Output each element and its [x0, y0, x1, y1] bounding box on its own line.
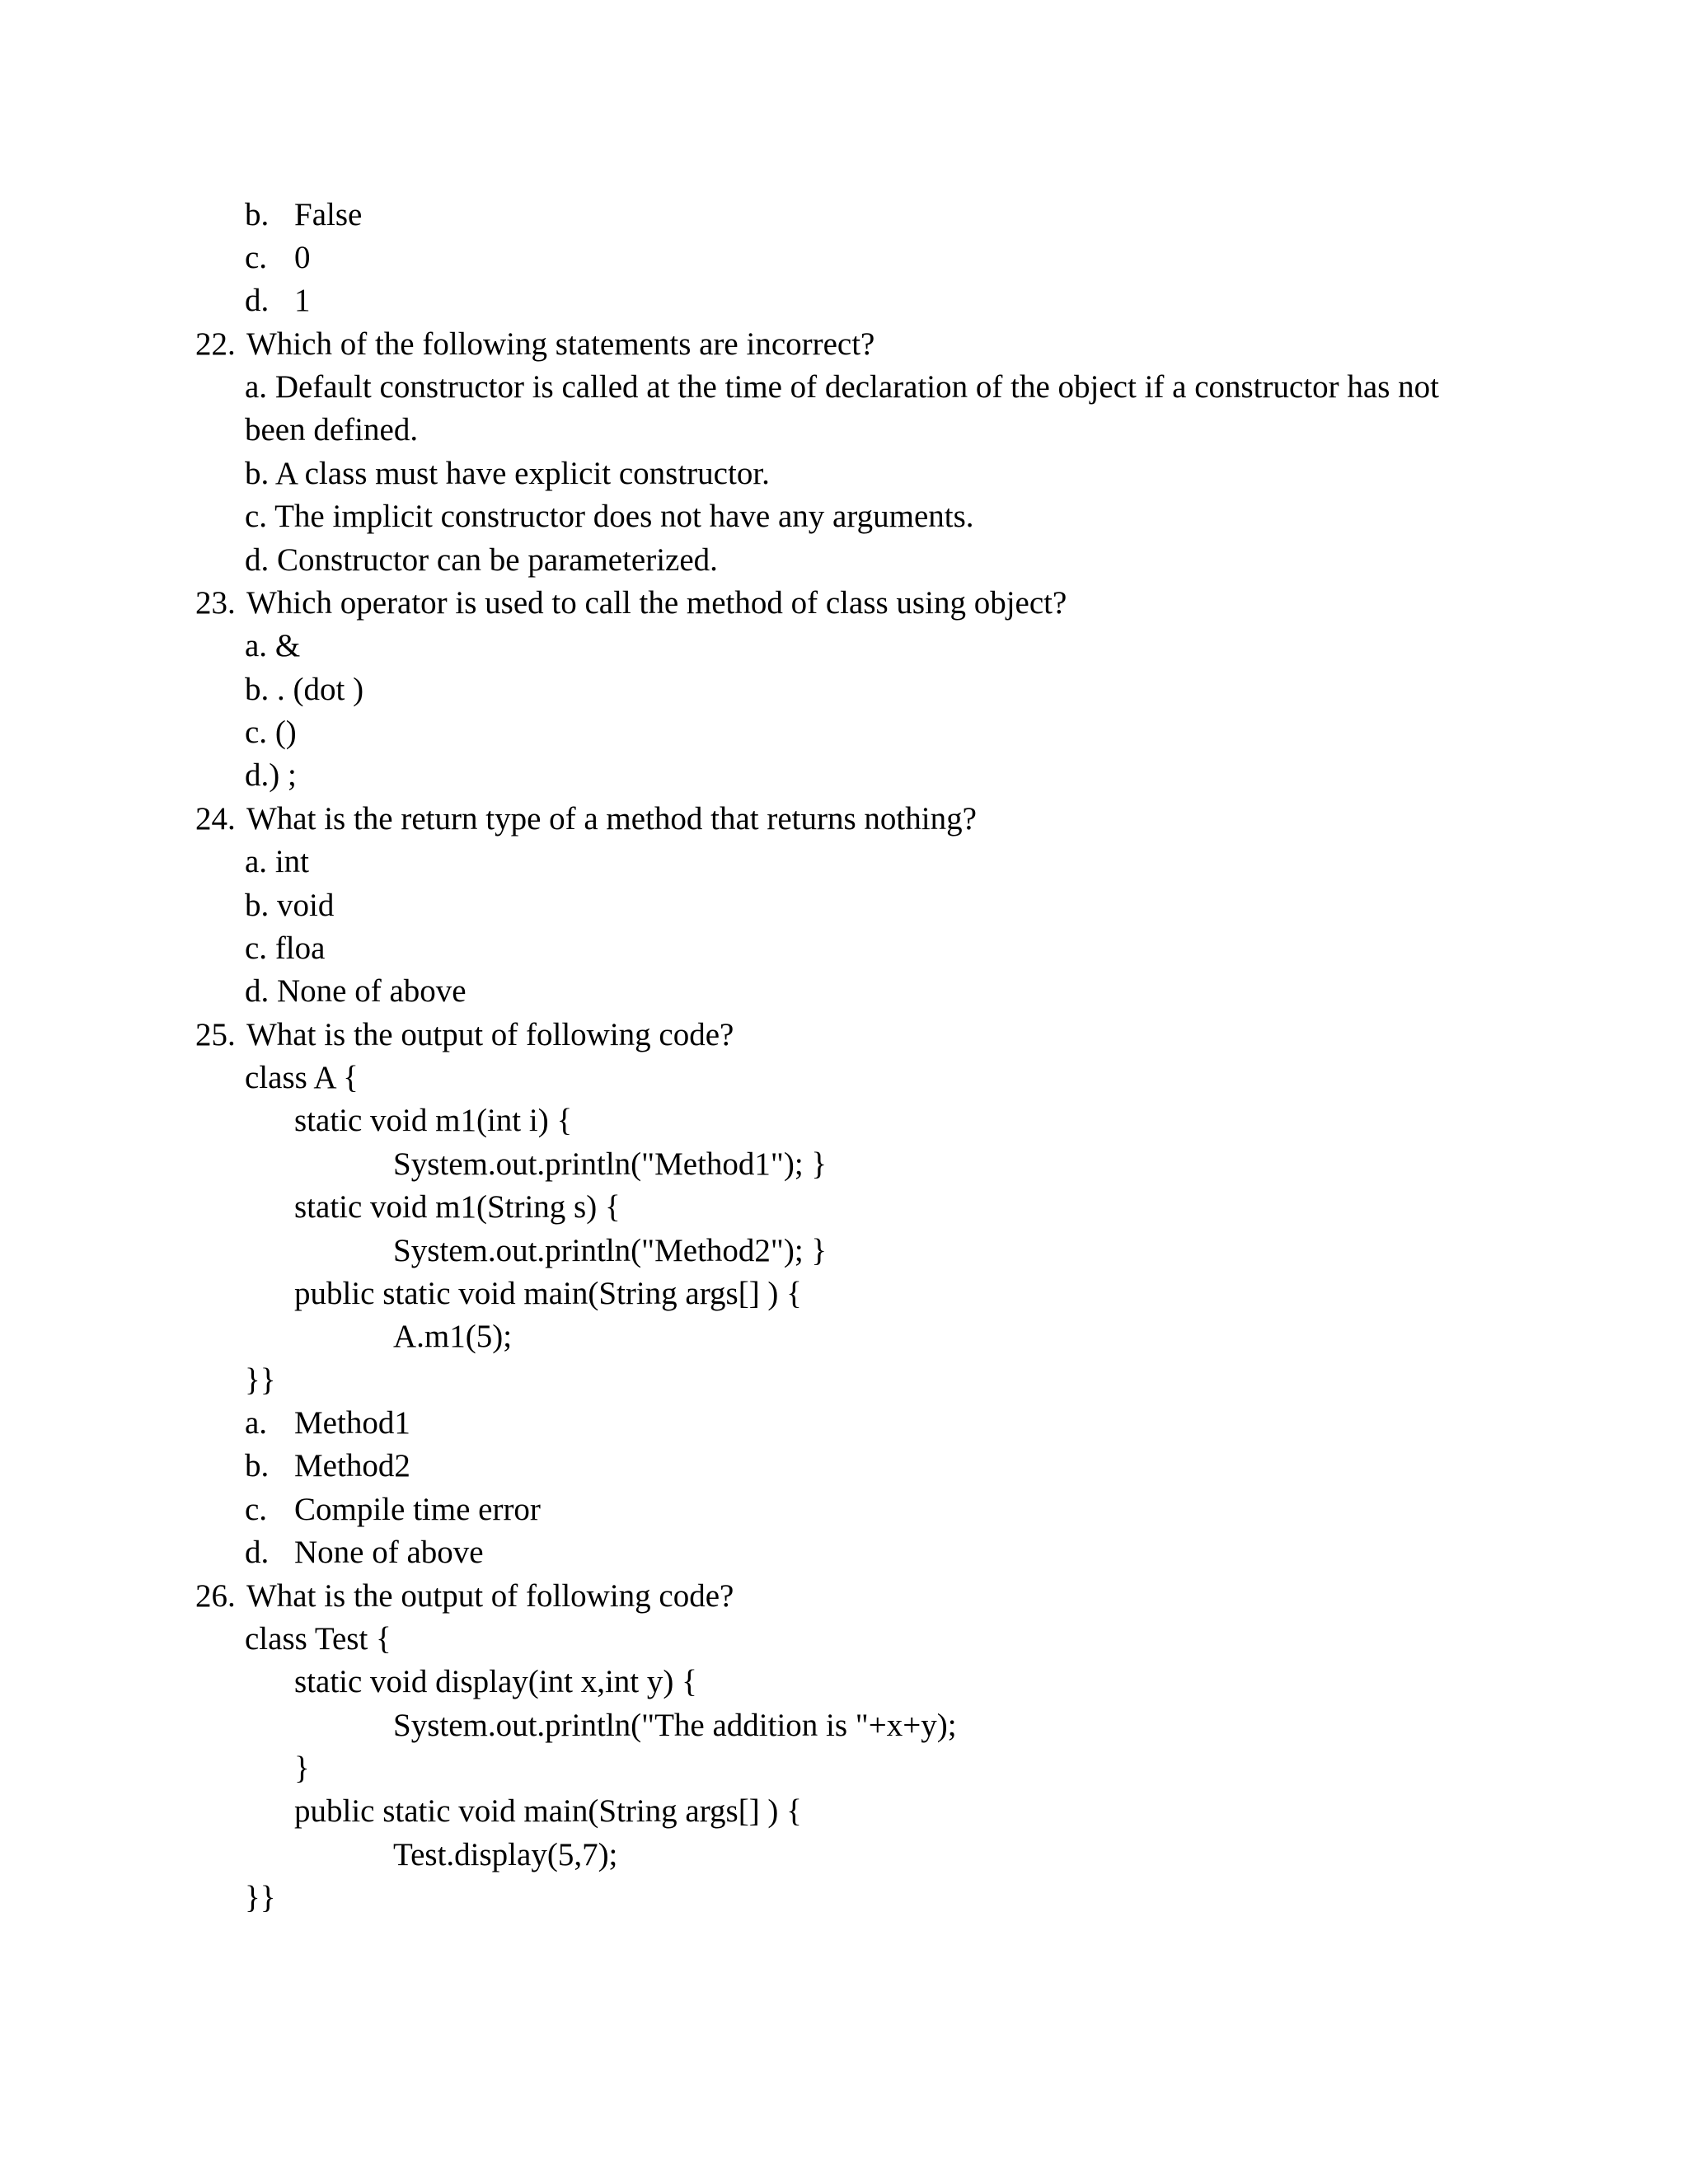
option-b: [245, 454, 770, 494]
question-number: 24.: [195, 801, 236, 837]
question-number: 25.: [195, 1017, 236, 1052]
option-text: (): [274, 715, 297, 750]
option-letter: b.: [245, 672, 270, 707]
code-line: static void m1(int i) {: [294, 1103, 573, 1138]
option-letter: d.: [245, 542, 270, 578]
option-text: int: [274, 844, 309, 879]
option-letter: a.: [245, 369, 268, 405]
option-d: [245, 756, 297, 795]
option-text: A class must have explicit constructor.: [274, 456, 770, 491]
option-text: 1: [294, 283, 311, 318]
option-a: [245, 626, 300, 666]
option-letter: a.: [245, 1405, 268, 1441]
option-c: [245, 1490, 541, 1530]
option-letter: d.: [245, 1535, 270, 1570]
code-line: System.out.println("Method1"); }: [393, 1146, 828, 1182]
option-text: False: [294, 197, 363, 232]
option-text: void: [277, 888, 335, 923]
code-line: System.out.println("The addition is "+x+y);: [393, 1708, 957, 1743]
option-text: . (dot ): [277, 672, 364, 707]
code-line: public static void main(String args[] ) {: [294, 1276, 802, 1311]
option-d: [245, 972, 467, 1011]
code-line: static void m1(String s) {: [294, 1189, 621, 1225]
option-letter: c.: [245, 499, 268, 534]
question-text: What is the output of following code?: [246, 1017, 734, 1052]
question-26: [195, 1577, 734, 1616]
option-text: floa: [274, 930, 326, 966]
option-letter: c.: [245, 715, 268, 750]
option-text: Default constructor is called at the time of declaration of the object if a constructor has not: [274, 369, 1439, 405]
option-d: [245, 281, 311, 321]
option-letter: c.: [245, 930, 268, 966]
question-number: 22.: [195, 326, 236, 362]
option-text: None of above: [277, 973, 467, 1009]
option-letter: b.: [245, 1448, 270, 1483]
code-line: }}: [245, 1880, 276, 1915]
option-text: &: [274, 628, 301, 663]
code-line: class Test {: [245, 1621, 392, 1657]
code-line: }}: [245, 1362, 276, 1398]
option-text: Method2: [294, 1448, 410, 1483]
question-23: [195, 583, 1067, 623]
option-letter: b.: [245, 456, 270, 491]
question-24: [195, 799, 977, 839]
option-d: [245, 1533, 484, 1572]
option-letter: a.: [245, 628, 268, 663]
option-text: Method1: [294, 1405, 410, 1441]
option-letter: d.: [245, 283, 270, 318]
option-b: [245, 886, 334, 926]
option-text: 0: [294, 240, 311, 275]
question-text: What is the return type of a method that returns nothing?: [246, 801, 977, 837]
option-letter: c.: [245, 240, 268, 275]
question-25: [195, 1015, 734, 1055]
option-letter: b.: [245, 197, 270, 232]
option-text: Compile time error: [294, 1492, 541, 1527]
option-text: None of above: [294, 1535, 484, 1570]
code-line: class A {: [245, 1060, 359, 1095]
question-text: Which of the following statements are incorrect?: [246, 326, 875, 362]
option-b: [245, 195, 362, 235]
option-b: [245, 670, 363, 710]
option-letter: d.: [245, 973, 270, 1009]
question-number: 26.: [195, 1578, 236, 1614]
option-text: ;: [288, 757, 297, 793]
question-number: 23.: [195, 585, 236, 621]
option-letter: c.: [245, 1492, 268, 1527]
code-line: static void display(int x,int y) {: [294, 1664, 697, 1699]
code-line: }: [294, 1750, 310, 1786]
question-text: What is the output of following code?: [246, 1578, 734, 1614]
option-c: [245, 713, 297, 752]
code-line: Test.display(5,7);: [393, 1837, 618, 1872]
option-a: [245, 842, 309, 882]
option-text: The implicit constructor does not have any arguments.: [274, 499, 974, 534]
option-continuation: been defined.: [245, 412, 419, 448]
option-letter: d.): [245, 757, 280, 793]
code-line: public static void main(String args[] ) {: [294, 1793, 802, 1829]
code-line: A.m1(5);: [393, 1319, 513, 1354]
option-b: [245, 1446, 410, 1486]
option-letter: b.: [245, 888, 270, 923]
option-d: [245, 541, 718, 580]
option-c: [245, 497, 974, 537]
option-c: [245, 238, 311, 278]
option-a: [245, 1404, 410, 1443]
option-c: [245, 929, 325, 968]
question-text: Which operator is used to call the method of class using object?: [246, 585, 1067, 621]
option-a: [245, 368, 1439, 407]
option-text: Constructor can be parameterized.: [277, 542, 718, 578]
code-line: System.out.println("Method2"); }: [393, 1233, 828, 1268]
question-22: [195, 325, 874, 364]
option-letter: a.: [245, 844, 268, 879]
